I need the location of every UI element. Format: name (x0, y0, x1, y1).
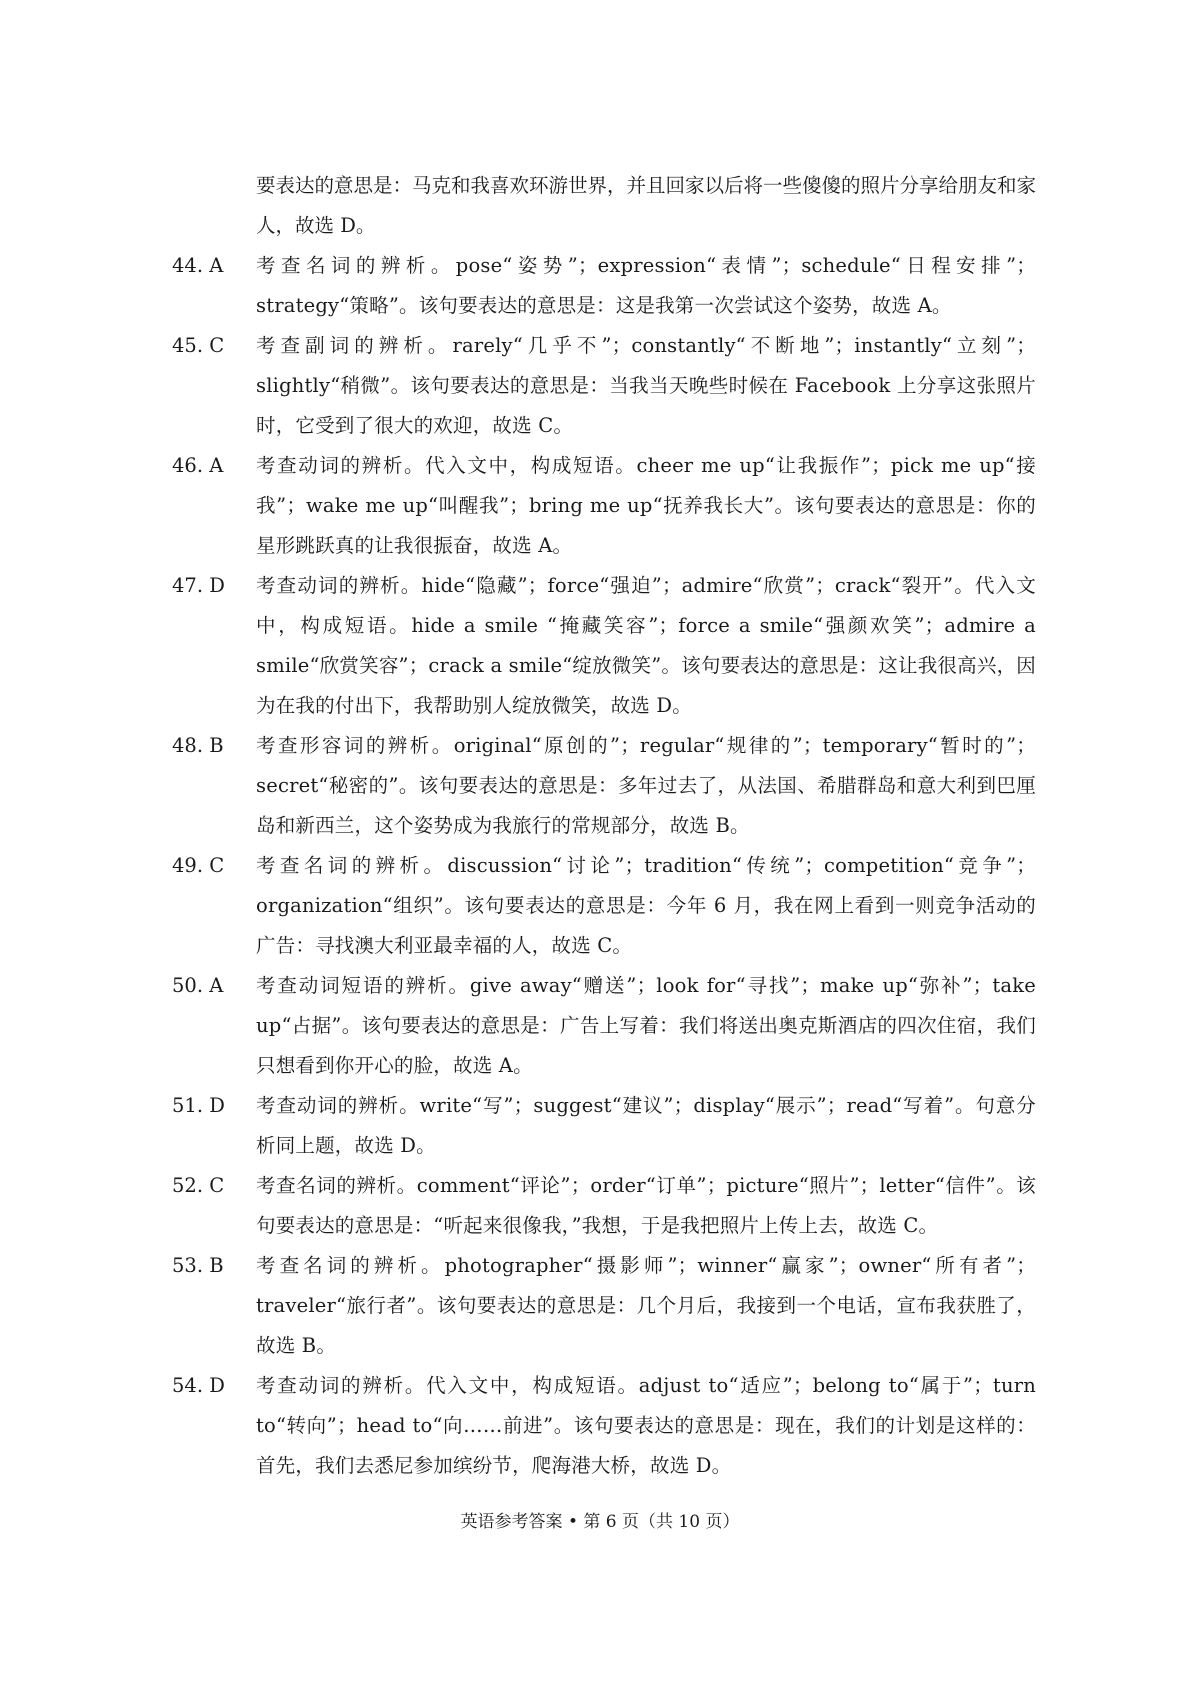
answer-explanations (172, 166, 1036, 1486)
answer-number: 46. A (172, 454, 224, 477)
answer-number: 50. A (172, 974, 224, 997)
answer-explanation: 考查名词的辨析。photographer“摄影师”；winner“赢家”；owner“所有者”；traveler“旅行者”。该句要表达的意思是：几个月后，我接到一个电话，宣布我获胜了，故选 B。 (256, 1254, 1036, 1357)
page-footer: 英语参考答案 • 第 6 页（共 10 页） (460, 1512, 740, 1532)
answer-item (172, 966, 1036, 1086)
intro-paragraph: 要表达的意思是：马克和我喜欢环游世界，并且回家以后将一些傻傻的照片分享给朋友和家人，故选 D。 (256, 174, 1037, 237)
answer-number: 54. D (172, 1374, 225, 1397)
answer-explanation: 考查动词短语的辨析。give away“赠送”；look for“寻找”；make up“弥补”；take up“占据”。该句要表达的意思是：广告上写着：我们将送出奥克斯酒店的四次住宿，我们只想看到你开心的脸，故选 A。 (256, 974, 1036, 1077)
answer-number: 49. C (172, 854, 225, 877)
answer-explanation: 考查动词的辨析。代入文中，构成短语。cheer me up“让我振作”；pick me up“接我”；wake me up“叫醒我”；bring me up“抚养我长大”。该句要表达的意思是：你的星形跳跃真的让我很振奋，故选 A。 (256, 454, 1036, 557)
answer-number: 52. C (172, 1174, 225, 1197)
answer-item (172, 566, 1036, 726)
answer-item (172, 1366, 1036, 1486)
answer-explanation: 考查名词的辨析。discussion“讨论”；tradition“传统”；competition“竞争”；organization“组织”。该句要表达的意思是：今年 6 月，我在网上看到一则竞争活动的广告：寻找澳大利亚最幸福的人，故选 C。 (256, 854, 1036, 957)
answer-explanation: 考查名词的辨析。comment“评论”；order“订单”；picture“照片”；letter“信件”。该句要表达的意思是：“听起来很像我，”我想，于是我把照片上传上去，故选 C。 (256, 1174, 1036, 1237)
answer-number: 47. D (172, 574, 225, 597)
answer-item (172, 846, 1036, 966)
answer-number: 53. B (172, 1254, 224, 1277)
answer-item (172, 726, 1036, 846)
answer-explanation: 考查副词的辨析。rarely“几乎不”；constantly“不断地”；instantly“立刻”；slightly“稍微”。该句要表达的意思是：当我当天晚些时候在 Facebook 上分享这张照片时，它受到了很大的欢迎，故选 C。 (256, 334, 1036, 437)
answer-number: 48. B (172, 734, 224, 757)
answer-number: 51. D (172, 1094, 225, 1117)
answer-number: 44. A (172, 254, 224, 277)
answer-item (172, 1086, 1036, 1166)
answer-explanation: 考查动词的辨析。write“写”；suggest“建议”；display“展示”；read“写着”。句意分析同上题，故选 D。 (256, 1094, 1036, 1157)
answer-explanation: 考查动词的辨析。代入文中，构成短语。adjust to“适应”；belong to“属于”；turn to“转向”；head to“向……前进”。该句要表达的意思是：现在，我们的计划是这样的：首先，我们去悉尼参加缤纷节，爬海港大桥，故选 D。 (256, 1374, 1036, 1477)
answer-item (172, 246, 1036, 326)
answer-item (172, 1166, 1036, 1246)
answer-explanation: 考查动词的辨析。hide“隐藏”；force“强迫”；admire“欣赏”；crack“裂开”。代入文中，构成短语。hide a smile “掩藏笑容”；force a smile“强颜欢笑”；admire a smile“欣赏笑容”；crack a smile“绽放微笑”。该句要表达的意思是：这让我很高兴，因为在我的付出下，我帮助别人绽放微笑，故选 D。 (256, 574, 1036, 717)
answer-explanation: 考查名词的辨析。pose“姿势”；expression“表情”；schedule“日程安排”；strategy“策略”。该句要表达的意思是：这是我第一次尝试这个姿势，故选 A。 (256, 254, 1036, 317)
answer-explanation: 考查形容词的辨析。original“原创的”；regular“规律的”；temporary“暂时的”；secret“秘密的”。该句要表达的意思是：多年过去了，从法国、希腊群岛和意大利到巴厘岛和新西兰，这个姿势成为我旅行的常规部分，故选 B。 (256, 734, 1036, 837)
answer-number: 45. C (172, 334, 225, 357)
answer-item (172, 1246, 1036, 1366)
answer-item (172, 446, 1036, 566)
answer-item (172, 326, 1036, 446)
